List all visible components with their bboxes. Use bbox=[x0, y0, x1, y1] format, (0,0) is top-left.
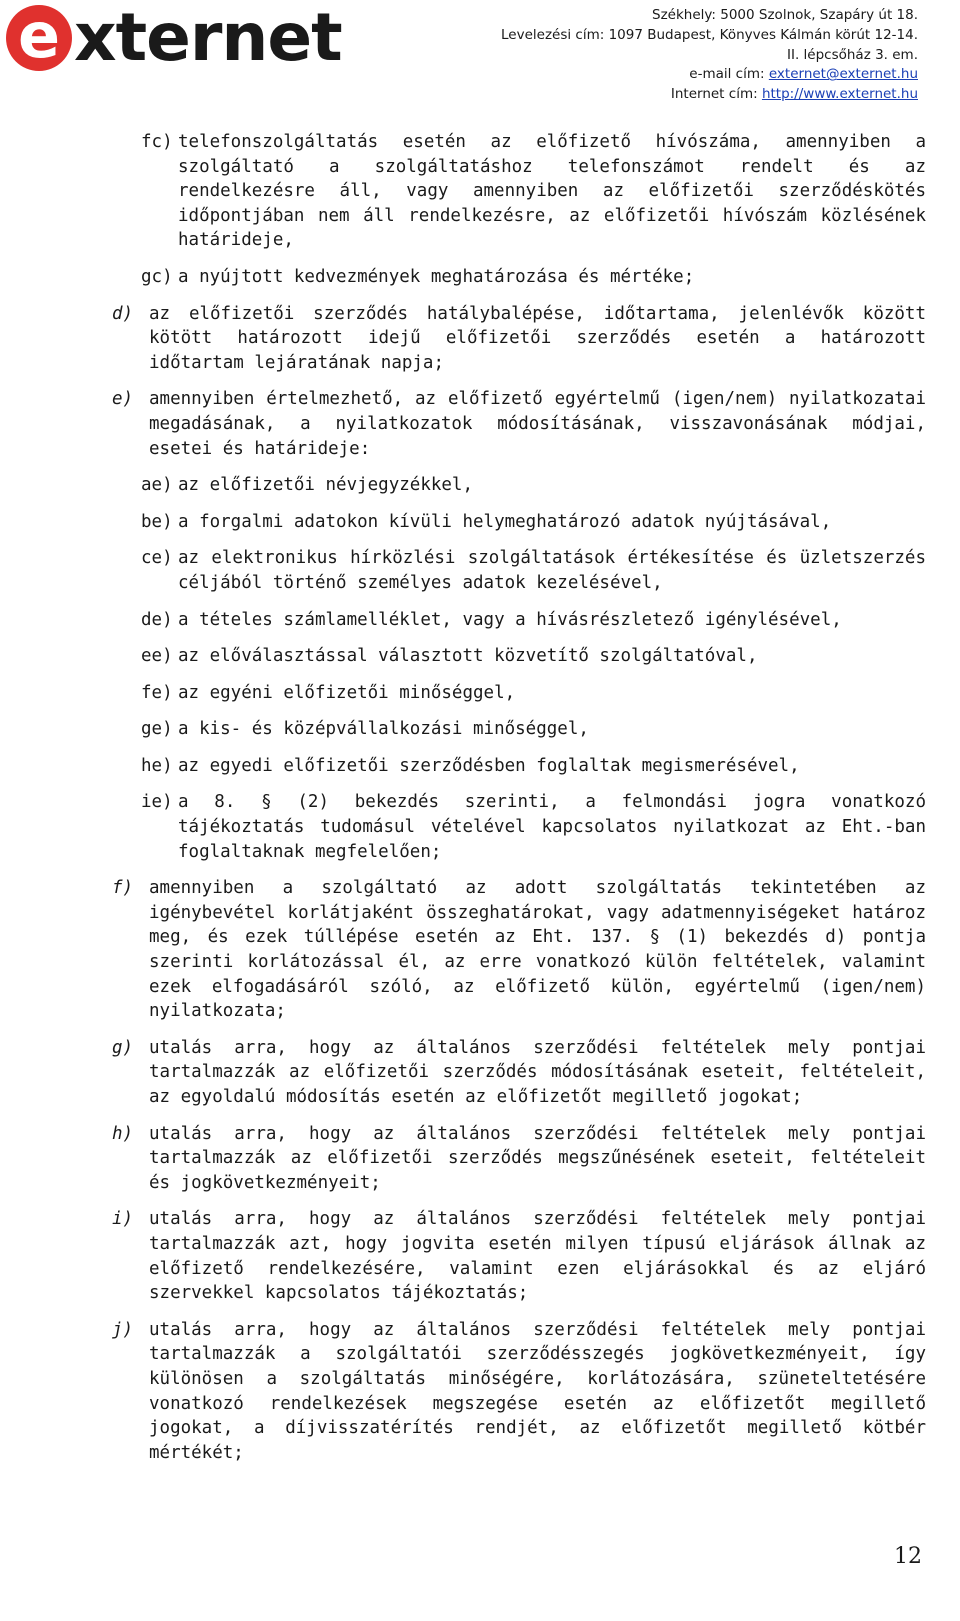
contact-block bbox=[458, 6, 918, 105]
list-item-d bbox=[112, 302, 926, 376]
logo-wordmark: xternet bbox=[74, 0, 342, 76]
item-text: az előválasztással választott közvetítő szolgáltatóval, bbox=[178, 646, 758, 667]
list-item-ee bbox=[112, 644, 926, 669]
externet-logo bbox=[6, 2, 342, 74]
item-text: a forgalmi adatokon kívüli helymeghatározó adatok nyújtásával, bbox=[178, 511, 832, 532]
item-text: a 8. § (2) bekezdés szerinti, a felmondási jogra vonatkozó tájékoztatás tudomásul vételével kapcsolatos nyilatkozat az Eht.-ban foglaltaknak megfelelően; bbox=[178, 792, 926, 862]
list-item-j bbox=[112, 1318, 926, 1466]
item-label: e) bbox=[112, 389, 134, 410]
item-text: utalás arra, hogy az általános szerződési feltételek mely pontjai tartalmazzák az előfizetői szerződés megszűnésének eseteit, feltételeit és jogkövetkezményeit; bbox=[149, 1123, 926, 1193]
email-label: e-mail cím: bbox=[689, 66, 769, 83]
item-label: ae) bbox=[141, 475, 173, 496]
item-label: fc) bbox=[141, 132, 173, 152]
list-item-f bbox=[112, 876, 926, 1024]
list-item-ce bbox=[112, 546, 926, 595]
list-item-fe bbox=[112, 681, 926, 706]
item-label: g) bbox=[112, 1037, 134, 1058]
list-item-g bbox=[112, 1036, 926, 1110]
item-text: amennyiben értelmezhető, az előfizető egyértelmű (igen/nem) nyilatkozatai megadásának, a nyilatkozatok módosításának, visszavonásának módjai, esetei és határideje: bbox=[149, 389, 926, 459]
item-label: ge) bbox=[141, 719, 173, 740]
item-label: ce) bbox=[141, 548, 173, 569]
web-label: Internet cím: bbox=[670, 86, 762, 103]
list-item-ge bbox=[112, 717, 926, 742]
item-label: ie) bbox=[141, 792, 173, 813]
list-item-i bbox=[112, 1207, 926, 1305]
list-item-e bbox=[112, 387, 926, 461]
list-item-gc bbox=[112, 265, 926, 290]
item-label: be) bbox=[141, 511, 173, 532]
item-text: az előfizetői szerződés hatálybalépése, időtartama, jelenlévők között kötött határozott idejű előfizetői szerződés esetén a határozott időtartam lejáratának napja; bbox=[149, 303, 926, 373]
list-item-be bbox=[112, 510, 926, 535]
item-text: utalás arra, hogy az általános szerződési feltételek mely pontjai tartalmazzák az előfizetői szerződés módosításának eseteit, feltételeit, az egyoldalú módosítás esetén az előfizetőt megillető jogokat; bbox=[149, 1037, 926, 1107]
web-link[interactable]: http://www.externet.hu bbox=[761, 86, 918, 103]
item-label: fe) bbox=[141, 682, 173, 703]
item-label: j) bbox=[112, 1319, 134, 1340]
item-label: d) bbox=[112, 303, 134, 324]
address-line-2: Levelezési cím: 1097 Budapest, Könyves Kálmán körút 12-14. bbox=[501, 26, 918, 43]
list-item-ae bbox=[112, 473, 926, 498]
item-text: telefonszolgáltatás esetén az előfizető hívószáma, amennyiben a szolgáltató a szolgáltatáshoz telefonszámot rendelt és az rendelkezésre áll, vagy amennyiben az előfizetői szerződéskötés időpontjában nem áll rendelkezésre, az előfizetői hívószám közlésének határideje, bbox=[178, 132, 926, 251]
item-label: h) bbox=[112, 1123, 134, 1144]
item-text: a tételes számlamelléklet, vagy a hívásrészletező igénylésével, bbox=[178, 609, 842, 630]
document-body bbox=[112, 130, 926, 1465]
email-link[interactable]: externet@externet.hu bbox=[768, 66, 918, 83]
item-text: a nyújtott kedvezmények meghatározása és mértéke; bbox=[178, 266, 695, 287]
item-label: ee) bbox=[141, 646, 173, 667]
item-label: he) bbox=[141, 755, 173, 776]
list-item-de bbox=[112, 608, 926, 633]
item-text: utalás arra, hogy az általános szerződési feltételek mely pontjai tartalmazzák a szolgáltatói szerződésszegés jogkövetkezményeit, így különösen a szolgáltatás minőségére, korlátozására, szüneteltetésére vonatkozó rendelkezések megszegése esetén az előfizetőt megillető jogokat, a díjvisszatérítés rendjét, az előfizetőt megillető kötbér mértékét; bbox=[149, 1319, 926, 1463]
list-item-h bbox=[112, 1122, 926, 1196]
item-text: az előfizetői névjegyzékkel, bbox=[178, 475, 474, 496]
list-item-he bbox=[112, 754, 926, 779]
logo-e-circle: e bbox=[6, 5, 72, 71]
page-number: 12 bbox=[894, 1544, 922, 1569]
item-label: i) bbox=[112, 1209, 134, 1230]
item-text: utalás arra, hogy az általános szerződési feltételek mely pontjai tartalmazzák azt, hogy jogvita esetén milyen típusú eljárások állnak az előfizető rendelkezésére, valamint ezen eljárásokkal és az eljáró szervekkel kapcsolatos tájékoztatás; bbox=[149, 1209, 926, 1304]
email-line bbox=[458, 65, 918, 85]
web-line bbox=[458, 85, 918, 105]
address-line-3: II. lépcsőház 3. em. bbox=[786, 46, 918, 63]
item-label: de) bbox=[141, 609, 173, 630]
list-item-ie bbox=[112, 790, 926, 864]
address-line-1: Székhely: 5000 Szolnok, Szapáry út 18. bbox=[652, 7, 918, 23]
item-text: az egyedi előfizetői szerződésben foglaltak megismerésével, bbox=[178, 755, 800, 776]
item-text: amennyiben a szolgáltató az adott szolgáltatás tekintetében az igénybevétel korlátjaként összeghatárokat, vagy adatmennyiségeket határoz meg, és ezek túllépése esetén az Eht. 137. § (1) bekezdés d) pontja szerinti korlátozással él, az erre vonatkozó külön feltételek, valamint ezek elfogadásáról szóló, az előfizető külön, egyértelmű (igen/nem) nyilatkozata; bbox=[149, 878, 926, 1022]
item-text: a kis- és középvállalkozási minőséggel, bbox=[178, 719, 589, 740]
item-text: az elektronikus hírközlési szolgáltatások értékesítése és üzletszerzés céljából történő személyes adatok kezelésével, bbox=[178, 548, 926, 593]
list-item-fc bbox=[112, 130, 926, 253]
item-label: gc) bbox=[141, 266, 173, 287]
item-label: f) bbox=[112, 878, 134, 899]
item-text: az egyéni előfizetői minőséggel, bbox=[178, 682, 516, 703]
